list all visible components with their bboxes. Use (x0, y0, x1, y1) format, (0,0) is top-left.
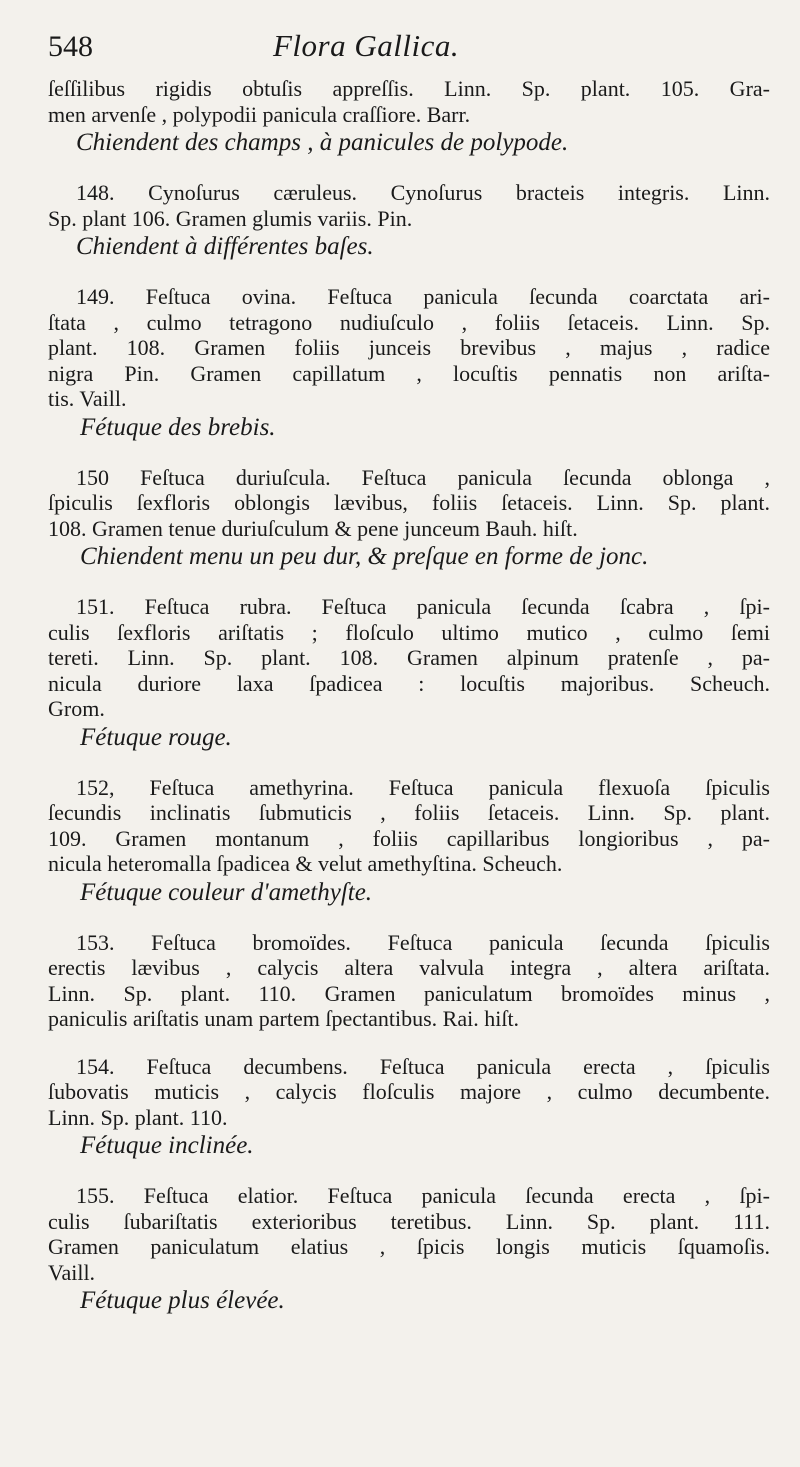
entry-148 (48, 180, 770, 262)
french-name: Fétuque rouge. (80, 723, 232, 751)
text-line: ſubovatis muticis , calycis floſculis majore , culmo decumbente. (48, 1079, 770, 1104)
french-name: Chiendent des champs , à panicules de polypode. (76, 129, 569, 156)
text-line: tis. Vaill. (48, 386, 127, 411)
text-line: nigra Pin. Gramen capillatum , locuſtis pennatis non ariſta- (48, 360, 770, 386)
french-name: Chiendent menu un peu dur, & preſque en forme de jonc. (80, 543, 649, 570)
entry-continuation (48, 76, 770, 158)
text-line: ſeſſilibus rigidis obtuſis appreſſis. Linn. Sp. plant. 105. Gra- (48, 76, 770, 101)
text-line: nicula heteromalla ſpadicea & velut amethyſtina. Scheuch. (48, 851, 563, 876)
page-number: 548 (48, 30, 93, 63)
french-name: Fétuque couleur d'amethyſte. (80, 878, 373, 906)
text-line: erectis lævibus , calycis altera valvula integra , altera ariſtata. (48, 955, 770, 980)
entry-149 (48, 284, 770, 443)
text-line: Sp. plant 106. Gramen glumis variis. Pin. (48, 205, 413, 231)
text-line: tereti. Linn. Sp. plant. 108. Gramen alpinum pratenſe , pa- (48, 645, 770, 670)
text-line: 150 Feſtuca duriuſcula. Feſtuca panicula ſecunda oblonga , (76, 464, 770, 490)
text-line: culis ſubariſtatis exterioribus teretibus. Linn. Sp. plant. 111. (48, 1208, 770, 1234)
text-line: 151. Feſtuca rubra. Feſtuca panicula ſecunda ſcabra , ſpi- (76, 594, 770, 619)
text-line: ſpiculis ſexfloris oblongis lævibus, foliis ſetaceis. Linn. Sp. plant. (48, 490, 770, 515)
entry-150 (48, 465, 770, 573)
french-name: Chiendent à différentes baſes. (76, 233, 374, 260)
page-header (48, 28, 770, 76)
text-line: 155. Feſtuca elatior. Feſtuca panicula ſecunda erecta , ſpi- (76, 1183, 770, 1208)
text-line: 108. Gramen tenue duriuſculum & pene junceum Bauh. hiſt. (48, 515, 578, 541)
entry-151 (48, 594, 770, 753)
french-name: Fétuque inclinée. (80, 1132, 254, 1159)
text-line: Linn. Sp. plant. 110. (48, 1104, 228, 1130)
text-line: 149. Feſtuca ovina. Feſtuca panicula ſecunda coarctata ari- (76, 284, 770, 309)
text-line: plant. 108. Gramen foliis junceis brevibus , majus , radice (48, 335, 770, 360)
entry-155 (48, 1183, 770, 1316)
text-line: 153. Feſtuca bromoïdes. Feſtuca panicula ſecunda ſpiculis (76, 929, 770, 955)
text-line: culis ſexfloris ariſtatis ; floſculo ultimo mutico , culmo ſemi (48, 619, 770, 645)
text-line: paniculis ariſtatis unam partem ſpectantibus. Rai. hiſt. (48, 1006, 520, 1031)
text-line: Linn. Sp. plant. 110. Gramen paniculatum bromoïdes minus , (48, 980, 770, 1006)
text-line: Gramen paniculatum elatius , ſpicis longis muticis ſquamoſis. (48, 1234, 770, 1259)
running-title: Flora Gallica. (273, 28, 460, 63)
text-line: nicula duriore laxa ſpadicea : locuſtis majoribus. Scheuch. (48, 670, 770, 696)
text-line: men arvenſe , polypodii panicula craſſiore. Barr. (48, 101, 471, 127)
text-line: 109. Gramen montanum , foliis capillaribus longioribus , pa- (48, 825, 770, 851)
entry-153 (48, 930, 770, 1032)
french-name: Fétuque plus élevée. (80, 1287, 285, 1314)
book-page (48, 28, 770, 1316)
entry-152 (48, 775, 770, 908)
entry-154 (48, 1054, 770, 1162)
text-line: Grom. (48, 696, 105, 721)
text-line: Vaill. (48, 1259, 96, 1285)
text-line: ſecundis inclinatis ſubmuticis , foliis ſetaceis. Linn. Sp. plant. (48, 800, 770, 825)
text-line: 152, Feſtuca amethyrina. Feſtuca panicula flexuoſa ſpiculis (76, 774, 770, 800)
french-name: Fétuque des brebis. (80, 413, 276, 441)
text-line: ſtata , culmo tetragono nudiuſculo , foliis ſetaceis. Linn. Sp. (48, 309, 770, 335)
entries (48, 76, 770, 1316)
text-line: 154. Feſtuca decumbens. Feſtuca panicula erecta , ſpiculis (76, 1053, 770, 1079)
text-line: 148. Cynoſurus cæruleus. Cynoſurus bracteis integris. Linn. (76, 180, 770, 205)
